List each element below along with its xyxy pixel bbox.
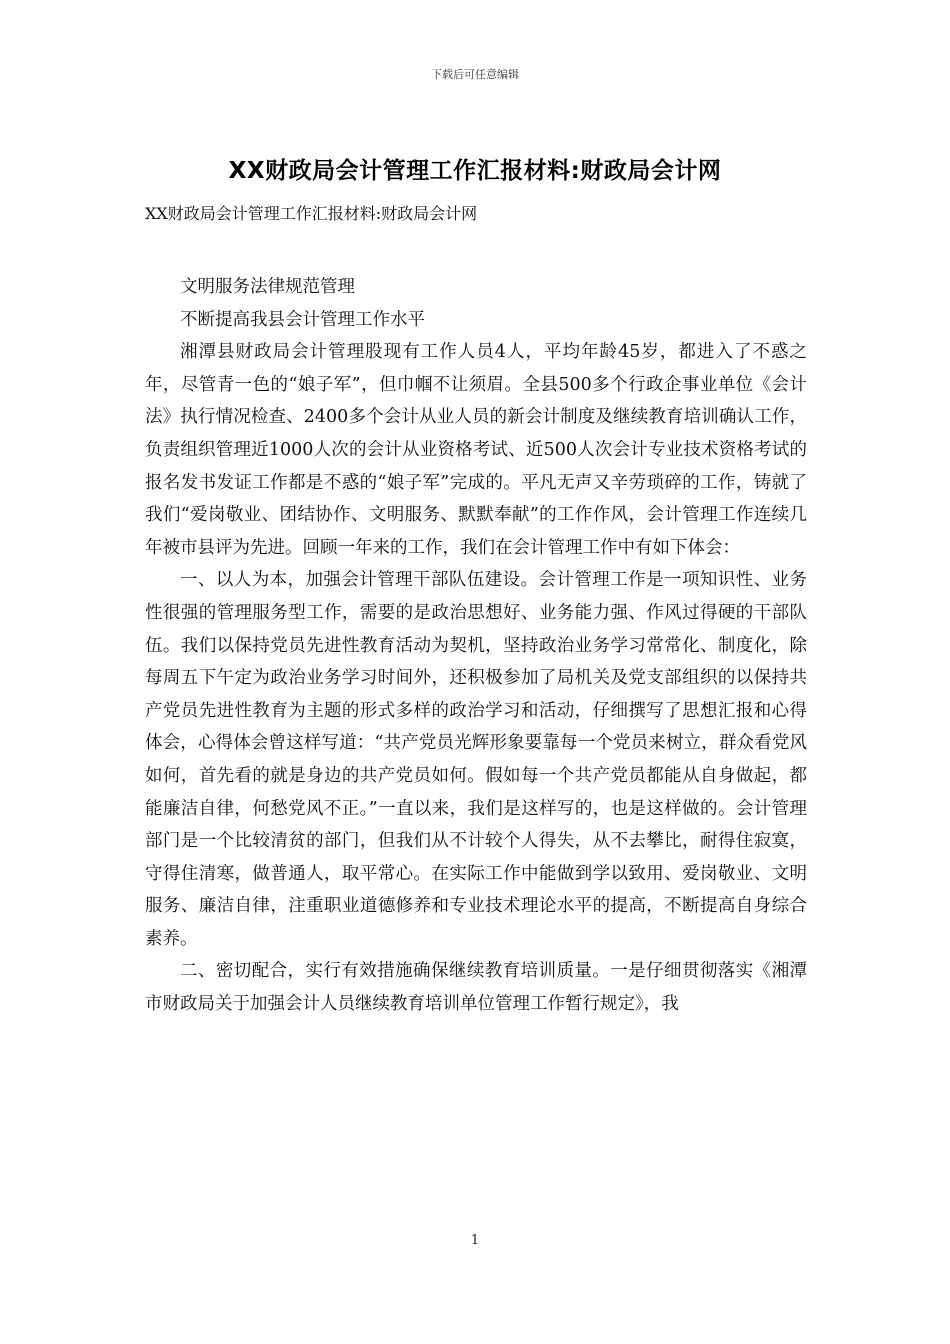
paragraph-section-2: 二、密切配合，实行有效措施确保继续教育培训质量。一是仔细贯彻落实《湘潭市财政局关于加强会计人员继续教育培训单位管理工作暂行规定》，我 [145,961,807,1015]
document-subtitle: XX财政局会计管理工作汇报材料:财政局会计网 [145,204,478,223]
document-title: XX财政局会计管理工作汇报材料:财政局会计网 [228,158,722,184]
header-note: 下载后可任意编辑 [431,68,519,81]
page-number: 1 [470,1233,480,1248]
paragraph-section-1: 一、以人为本，加强会计管理干部队伍建设。会计管理工作是一项知识性、业务性很强的管理服务型工作，需要的是政治思想好、业务能力强、作风过得硬的干部队伍。我们以保持党员先进性教育活动为契机，坚持政治业务学习常常化、制度化，除每周五下午定为政治业务学习时间外，还积极参加了局机关及党支部组织的以保持共产党员先进性教育为主题的形式多样的政治学习和活动，仔细撰写了思想汇报和心得体会，心得体会曾这样写道：“共产党员光辉形象要靠每一个党员来树立，群众看党风如何，首先看的就是身边的共产党员如何。假如每一个共产党员都能从自身做起，都能廉洁自律，何愁党风不正。”一直以来，我们是这样写的，也是这样做的。会计管理部门是一个比较清贫的部门，但我们从不计较个人得失，从不去攀比，耐得住寂寞，守得住清寒，做普通人，取平常心。在实际工作中能做到学以致用、爱岗敬业、文明服务、廉洁自律，注重职业道德修养和专业技术理论水平的提高，不断提高自身综合素养。 [145,570,807,949]
paragraph-heading-2: 不断提高我县会计管理工作水平 [180,309,425,330]
paragraph-heading-1: 文明服务法律规范管理 [180,277,355,297]
document-body [145,271,807,1021]
paragraph-intro: 湘潭县财政局会计管理股现有工作人员4人，平均年龄45岁，都进入了不惑之年，尽管青一色的“娘子军”，但巾帼不让须眉。全县500多个行政企事业单位《会计法》执行情况检查、2400多个会计从业人员的新会计制度及继续教育培训确认工作，负责组织管理近1000人次的会计从业资格考试、近500人次会计专业技术资格考试的报名发书发证工作都是不惑的“娘子军”完成的。平凡无声又辛劳琐碎的工作，铸就了我们“爱岗敬业、团结协作、文明服务、默默奉献”的工作作风，会计管理工作连续几年被市县评为先进。回顾一年来的工作，我们在会计管理工作中有如下体会： [145,342,807,558]
